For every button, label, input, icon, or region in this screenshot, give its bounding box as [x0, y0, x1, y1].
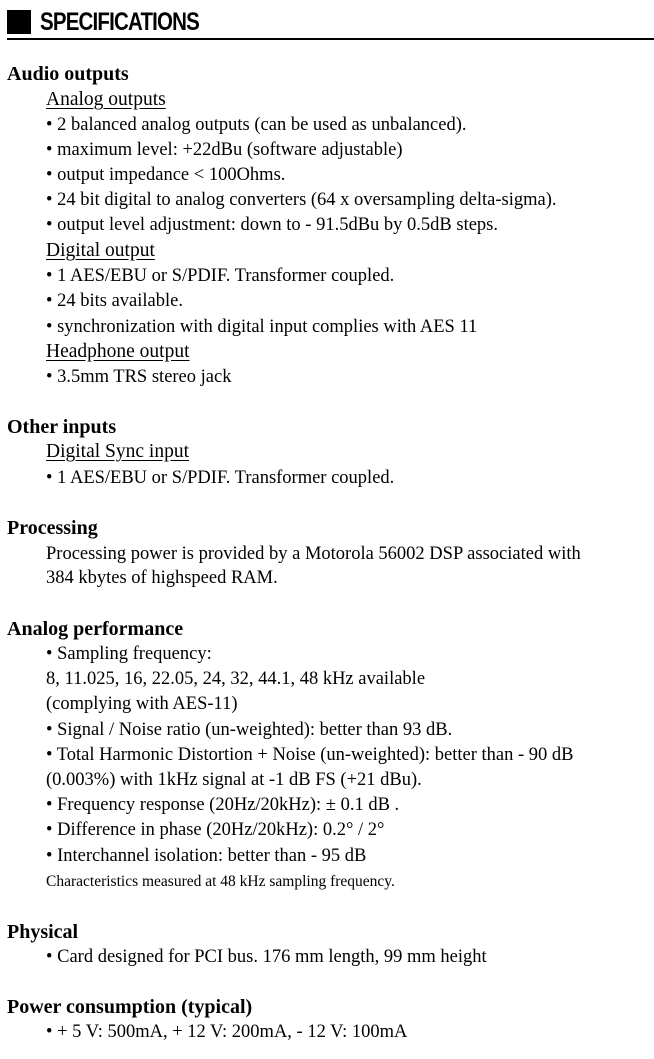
- measurement-note: Characteristics measured at 48 kHz sampling frequency.: [46, 873, 395, 890]
- list-item: • Signal / Noise ratio (un-weighted): better than 93 dB.: [46, 720, 453, 740]
- list-item: • Interchannel isolation: better than - 95 dB: [46, 846, 367, 866]
- list-item: • output impedance < 100Ohms.: [46, 165, 286, 185]
- list-item: • 24 bits available.: [46, 291, 183, 311]
- list-item: • 24 bit digital to analog converters (64 x oversampling delta-sigma).: [46, 190, 557, 210]
- section-title-audio-outputs: Audio outputs: [7, 63, 129, 85]
- paragraph-line: Processing power is provided by a Motorola 56002 DSP associated with: [46, 544, 581, 564]
- subsection-title-analog-outputs: Analog outputs: [46, 89, 166, 110]
- paragraph-line: 384 kbytes of highspeed RAM.: [46, 568, 278, 588]
- section-title-processing: Processing: [7, 517, 98, 539]
- list-item: • synchronization with digital input complies with AES 11: [46, 317, 478, 337]
- list-item: • Sampling frequency:: [46, 644, 212, 664]
- section-title-power-consumption: Power consumption (typical): [7, 996, 253, 1018]
- list-item: (0.003%) with 1kHz signal at -1 dB FS (+21 dBu).: [46, 770, 422, 790]
- list-item: (complying with AES-11): [46, 694, 238, 714]
- section-title-analog-performance: Analog performance: [7, 618, 184, 640]
- page-title: SPECIFICATIONS: [40, 8, 199, 36]
- list-item: • 1 AES/EBU or S/PDIF. Transformer coupled.: [46, 266, 395, 286]
- list-item: • 1 AES/EBU or S/PDIF. Transformer coupled.: [46, 468, 395, 488]
- list-item: • Difference in phase (20Hz/20kHz): 0.2° / 2°: [46, 820, 385, 840]
- list-item: • Card designed for PCI bus. 176 mm length, 99 mm height: [46, 947, 487, 967]
- section-title-physical: Physical: [7, 921, 79, 943]
- list-item: • Frequency response (20Hz/20kHz): ± 0.1 dB .: [46, 795, 400, 815]
- list-item: • 3.5mm TRS stereo jack: [46, 367, 232, 387]
- section-title-other-inputs: Other inputs: [7, 416, 117, 438]
- list-item: • + 5 V: 500mA, + 12 V: 200mA, - 12 V: 100mA: [46, 1022, 408, 1042]
- header-square-icon: [7, 10, 31, 34]
- list-item: • 2 balanced analog outputs (can be used as unbalanced).: [46, 115, 467, 135]
- subsection-title-headphone-output: Headphone output: [46, 341, 190, 362]
- list-item: • Total Harmonic Distortion + Noise (un-weighted): better than - 90 dB: [46, 745, 574, 765]
- page-header: [7, 6, 654, 40]
- list-item: • output level adjustment: down to - 91.5dBu by 0.5dB steps.: [46, 215, 498, 235]
- subsection-title-digital-sync-input: Digital Sync input: [46, 441, 189, 462]
- list-item: • maximum level: +22dBu (software adjustable): [46, 140, 403, 160]
- subsection-title-digital-output: Digital output: [46, 240, 155, 261]
- list-item: 8, 11.025, 16, 22.05, 24, 32, 44.1, 48 kHz available: [46, 669, 426, 689]
